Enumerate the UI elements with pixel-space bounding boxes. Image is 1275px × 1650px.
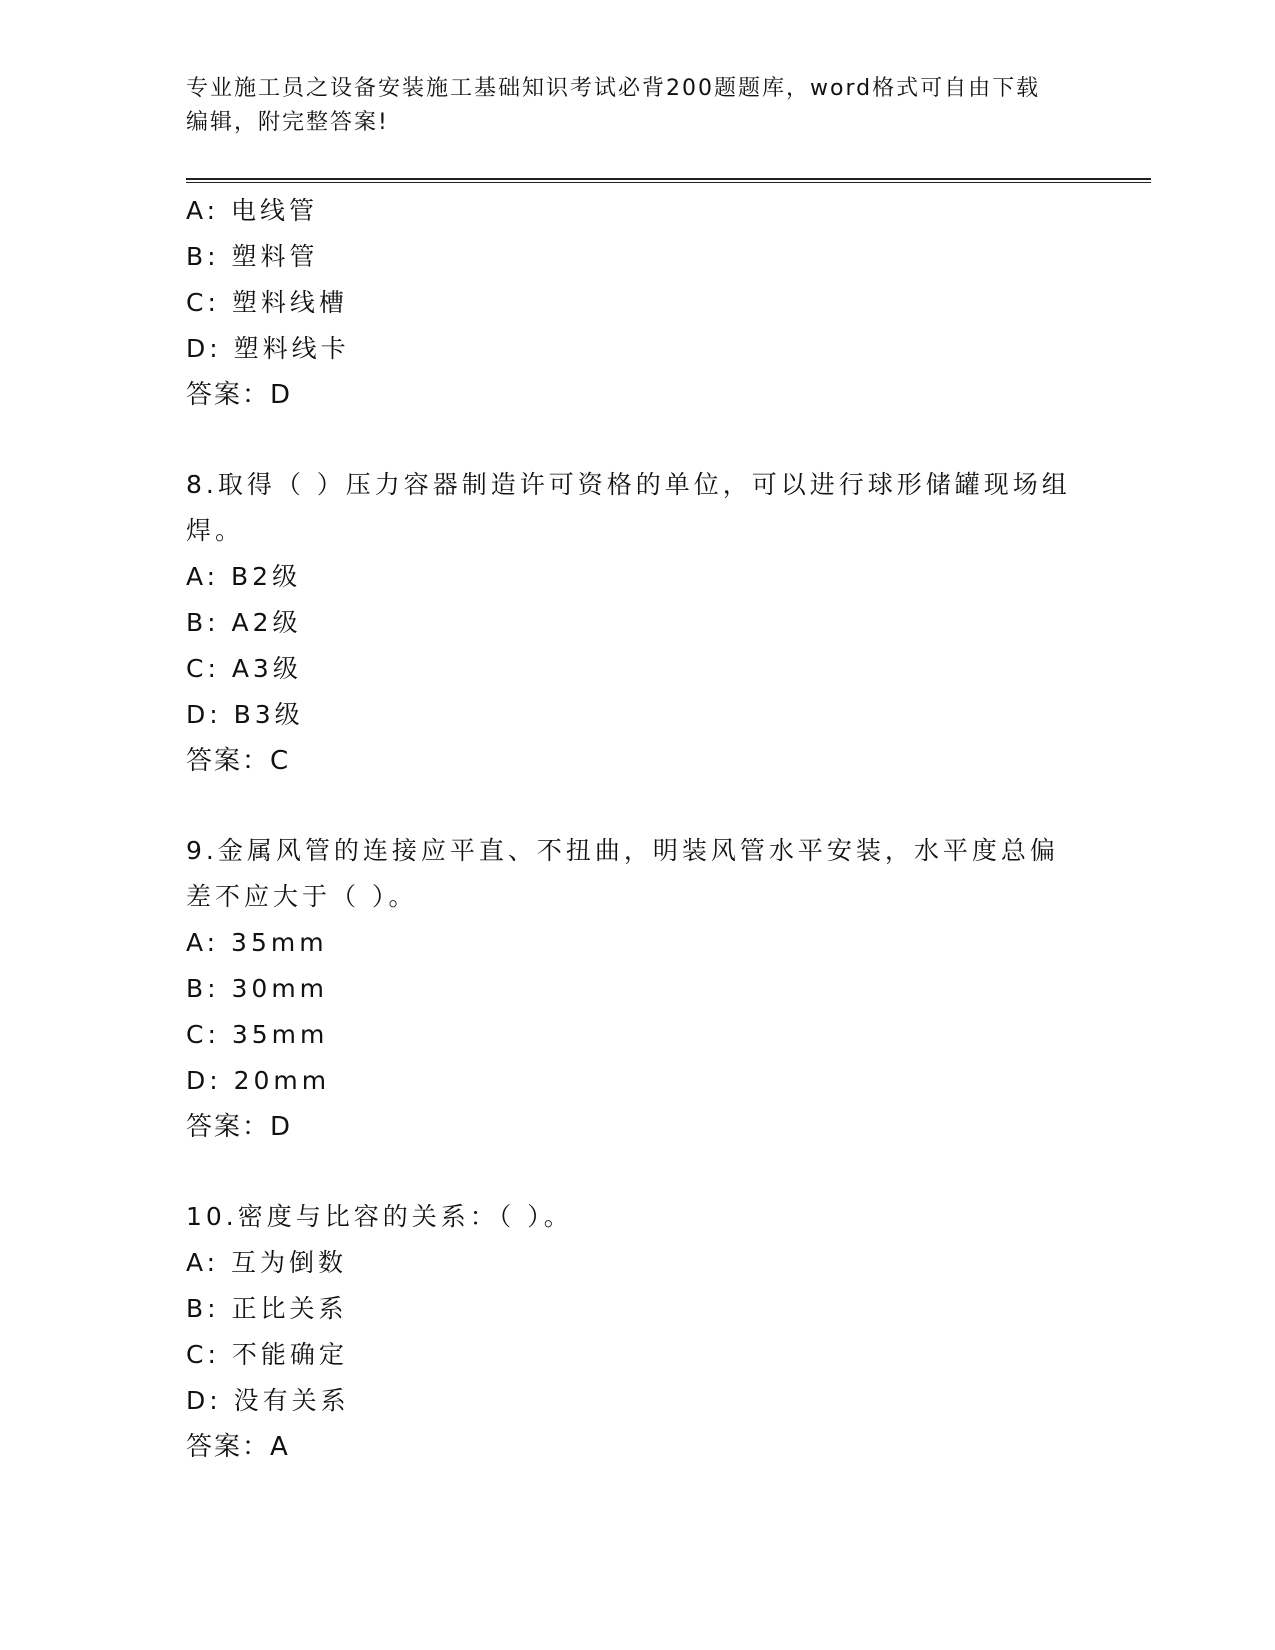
question-text-line-1: 8.取得（ ）压力容器制造许可资格的单位，可以进行球形储罐现场组 [186, 470, 1071, 499]
question-text-line-2: 焊。 [186, 516, 245, 545]
option-b: B: A2级 [186, 608, 302, 637]
answer: 答案：D [186, 1112, 293, 1142]
question-text-line-2: 差不应大于（ ）。 [186, 882, 418, 911]
option-c: C: A3级 [186, 654, 302, 683]
option-b: B: 塑料管 [186, 242, 319, 271]
header-line-1: 专业施工员之设备安装施工基础知识考试必背200题题库，word格式可自由下载 [186, 76, 1041, 101]
option-c: C: 35mm [186, 1020, 329, 1049]
option-b: B: 正比关系 [186, 1294, 348, 1323]
option-a: A: 互为倒数 [186, 1248, 348, 1277]
option-a: A: 电线管 [186, 196, 319, 225]
option-c: C: 不能确定 [186, 1340, 348, 1369]
answer: 答案：A [186, 1432, 290, 1462]
option-d: D: B3级 [186, 700, 304, 729]
question-7 [186, 188, 1086, 418]
option-b: B: 30mm [186, 974, 329, 1003]
document-body [186, 188, 1086, 1470]
header-line-2: 编辑，附完整答案! [186, 110, 389, 135]
question-10 [186, 1194, 1086, 1470]
question-text-line-1: 10.密度与比容的关系：（ ）。 [186, 1202, 573, 1231]
header-divider [186, 178, 1151, 183]
question-text-line-1: 9.金属风管的连接应平直、不扭曲，明装风管水平安装，水平度总偏 [186, 836, 1059, 865]
option-c: C: 塑料线槽 [186, 288, 348, 317]
option-d: D: 塑料线卡 [186, 334, 350, 363]
answer: 答案：D [186, 380, 293, 410]
answer: 答案：C [186, 746, 291, 776]
option-d: D: 20mm [186, 1066, 331, 1095]
question-9 [186, 828, 1086, 1150]
option-a: A: 35mm [186, 928, 328, 957]
document-header [186, 72, 1066, 140]
question-8 [186, 462, 1086, 784]
option-a: A: B2级 [186, 562, 302, 591]
option-d: D: 没有关系 [186, 1386, 350, 1415]
